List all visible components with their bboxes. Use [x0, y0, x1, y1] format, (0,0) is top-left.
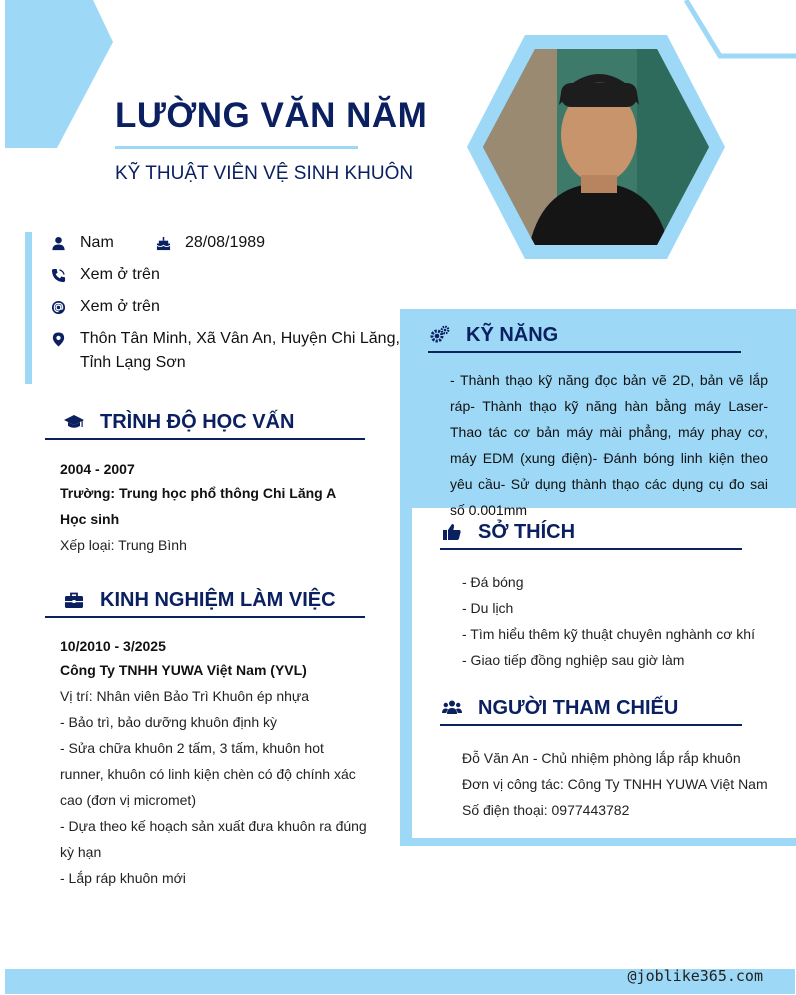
education-heading: [62, 410, 294, 434]
cake-icon: [153, 231, 173, 255]
experience-line: - Lắp ráp khuôn mới: [60, 870, 186, 886]
hobby-item: - Đá bóng: [462, 574, 524, 590]
reference-item: Số điện thoại: 0977443782: [462, 802, 630, 818]
references-heading-text: NGƯỜI THAM CHIẾU: [478, 696, 679, 719]
contact-birthday: [153, 231, 265, 255]
experience-line: - Sửa chữa khuôn 2 tấm, 3 tấm, khuôn hot runner, khuôn có linh kiện chèn có độ chính xác cao (đơn vị micromet): [60, 740, 356, 808]
reference-item: Đỗ Văn An - Chủ nhiệm phòng lắp rắp khuôn: [462, 750, 741, 766]
education-heading-text: TRÌNH ĐỘ HỌC VẤN: [100, 410, 295, 433]
education-details: [60, 456, 370, 558]
birthday-value: 28/08/1989: [185, 234, 266, 251]
name-underline: [115, 146, 358, 149]
references-list: [462, 745, 768, 823]
graduation-cap-icon: [62, 410, 86, 434]
contact-phone: [48, 263, 160, 287]
address-line-2: Tỉnh Lạng Sơn: [80, 354, 186, 371]
education-heading-line: [45, 438, 365, 440]
experience-heading-text: KINH NGHIỆM LÀM VIỆC: [100, 588, 336, 611]
education-grade: Xếp loại: Trung Bình: [60, 537, 187, 553]
location-icon: [48, 327, 68, 351]
references-heading-line: [440, 724, 742, 726]
candidate-name: LƯỜNG VĂN NĂM: [115, 96, 428, 135]
user-icon: [48, 231, 68, 255]
skills-text: - Thành thạo kỹ năng đọc bản vẽ 2D, bản vẽ lắp ráp- Thành thạo kỹ năng hàn bằng máy Laser- Thao tác cơ bản máy mài phẳng, máy phay cơ, máy EDM (xung điện)- Đánh bóng linh kiện theo yêu cầu- Sử dụng thành thạo các dụng cụ đo sai số 0.001mm: [450, 372, 768, 518]
contact-address: [48, 327, 400, 375]
job-title: KỸ THUẬT VIÊN VỆ SINH KHUÔN: [115, 163, 414, 184]
reference-item: Đơn vị công tác: Công Ty TNHH YUWA Việt Nam: [462, 776, 768, 792]
contact-email: [48, 295, 160, 319]
experience-heading: [62, 588, 336, 612]
contact-gender: [48, 231, 114, 255]
email-value: Xem ở trên: [80, 298, 160, 315]
skills-heading-text: KỸ NĂNG: [466, 323, 559, 346]
skills-heading: [428, 323, 558, 347]
experience-line: - Dựa theo kế hoạch sản xuất đưa khuôn ra đúng kỳ hạn: [60, 818, 367, 860]
hobby-item: - Tìm hiểu thêm kỹ thuật chuyên nghành cơ khí: [462, 626, 755, 642]
education-role: Học sinh: [60, 511, 120, 527]
hobbies-heading-line: [440, 548, 742, 550]
hobby-item: - Du lịch: [462, 600, 514, 616]
at-icon: [48, 295, 68, 319]
decor-top-left: [5, 0, 113, 148]
thumbs-up-icon: [440, 520, 464, 544]
experience-line: Vị trí: Nhân viên Bảo Trì Khuôn ép nhựa: [60, 688, 310, 704]
profile-photo: [467, 35, 725, 259]
skills-heading-line: [428, 351, 741, 353]
address-line-1: Thôn Tân Minh, Xã Vân An, Huyện Chi Lăng,: [80, 330, 400, 347]
gender-value: Nam: [80, 234, 114, 251]
experience-company: Công Ty TNHH YUWA Việt Nam (YVL): [60, 662, 307, 678]
footer-link[interactable]: @joblike365.com: [627, 967, 763, 985]
education-school: Trường: Trung học phổ thông Chi Lăng A: [60, 485, 337, 501]
contact-accent-bar: [25, 232, 32, 384]
phone-value: Xem ở trên: [80, 266, 160, 283]
hobbies-heading-text: SỞ THÍCH: [478, 520, 576, 543]
experience-line: - Bảo trì, bảo dưỡng khuôn định kỳ: [60, 714, 278, 730]
references-heading: [440, 696, 678, 720]
education-period: 2004 - 2007: [60, 461, 135, 477]
experience-heading-line: [45, 616, 365, 618]
briefcase-icon: [62, 588, 86, 612]
hobby-item: - Giao tiếp đồng nghiệp sau giờ làm: [462, 652, 685, 668]
experience-period: 10/2010 - 3/2025: [60, 638, 166, 654]
hobbies-list: [462, 569, 755, 673]
users-icon: [440, 696, 464, 720]
experience-details: [60, 633, 370, 891]
phone-icon: [48, 263, 68, 287]
gears-icon: [428, 323, 452, 347]
hobbies-heading: [440, 520, 575, 544]
